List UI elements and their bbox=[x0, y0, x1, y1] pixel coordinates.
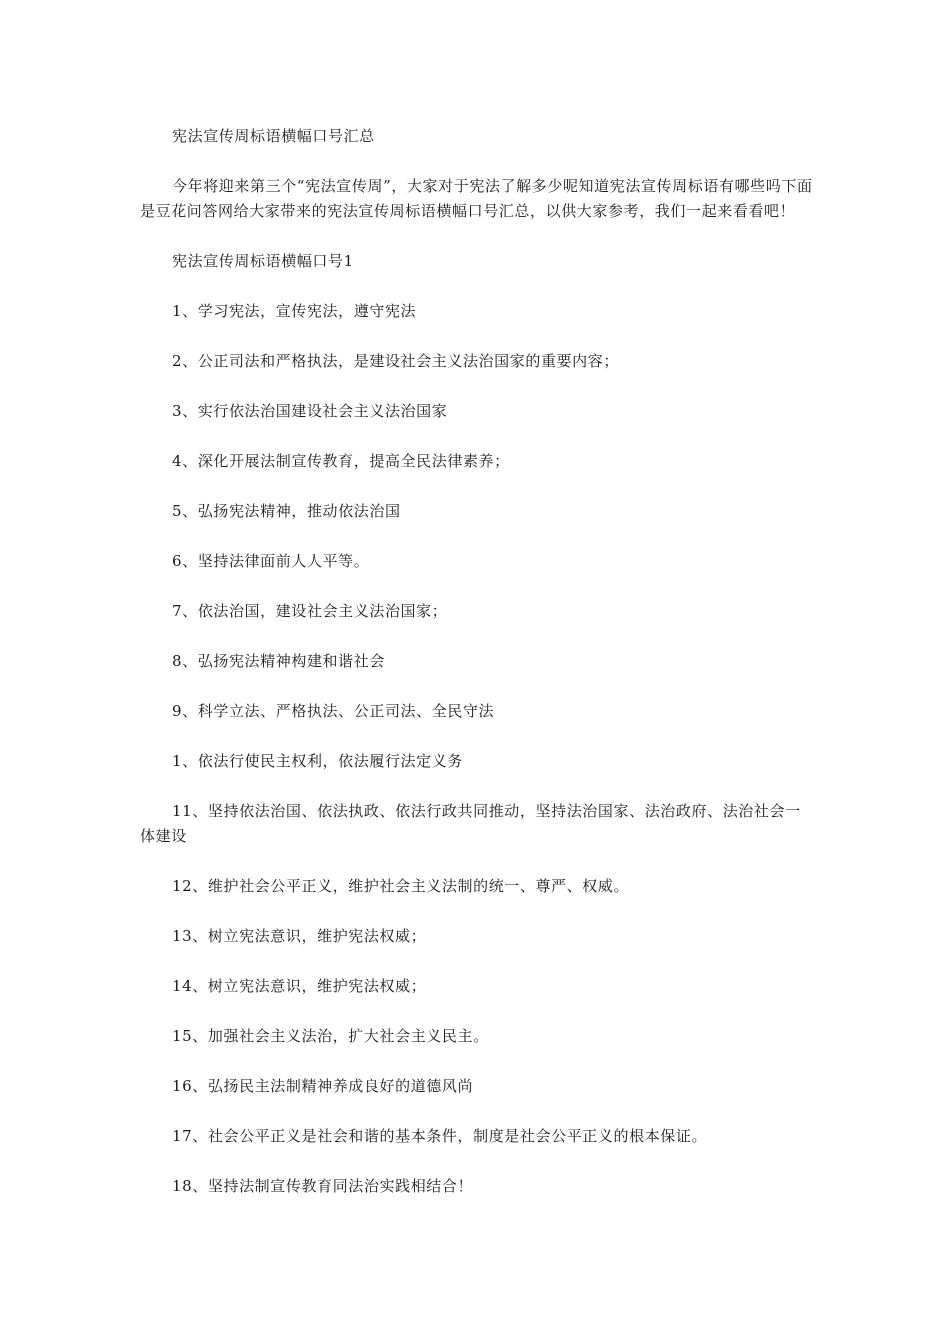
document-body bbox=[140, 124, 815, 1224]
list-item: 15、加强社会主义法治，扩大社会主义民主。 bbox=[172, 1027, 489, 1045]
list-item: 12、维护社会公平正义，维护社会主义法制的统一、尊严、权威。 bbox=[172, 877, 630, 895]
list-item: 1、学习宪法，宣传宪法，遵守宪法 bbox=[172, 302, 417, 320]
list-item: 9、科学立法、严格执法、公正司法、全民守法 bbox=[172, 702, 495, 720]
list-item: 11、坚持依法治国、依法执政、依法行政共同推动，坚持法治国家、法治政府、法治社会一体建设 bbox=[140, 802, 801, 845]
list-item: 5、弘扬宪法精神，推动依法治国 bbox=[172, 502, 401, 520]
list-item: 13、树立宪法意识，维护宪法权威； bbox=[172, 927, 427, 945]
document-title: 宪法宣传周标语横幅口号汇总 bbox=[172, 127, 375, 145]
list-item: 6、坚持法律面前人人平等。 bbox=[172, 552, 370, 570]
list-item: 18、坚持法制宣传教育同法治实践相结合！ bbox=[172, 1177, 474, 1195]
list-item: 4、深化开展法制宣传教育，提高全民法律素养； bbox=[172, 452, 510, 470]
section-heading: 宪法宣传周标语横幅口号1 bbox=[172, 252, 354, 270]
intro-paragraph: 今年将迎来第三个“宪法宣传周”，大家对于宪法了解多少呢知道宪法宣传周标语有哪些吗下面是豆花问答网给大家带来的宪法宣传周标语横幅口号汇总，以供大家参考，我们一起来看看吧！ bbox=[140, 177, 813, 220]
list-item: 17、社会公平正义是社会和谐的基本条件，制度是社会公平正义的根本保证。 bbox=[172, 1127, 708, 1145]
list-item: 14、树立宪法意识，维护宪法权威； bbox=[172, 977, 427, 995]
list-item: 3、实行依法治国建设社会主义法治国家 bbox=[172, 402, 448, 420]
list-item: 16、弘扬民主法制精神养成良好的道德风尚 bbox=[172, 1077, 474, 1095]
list-item: 7、依法治国，建设社会主义法治国家； bbox=[172, 602, 448, 620]
list-item: 8、弘扬宪法精神构建和谐社会 bbox=[172, 652, 385, 670]
list-item: 2、公正司法和严格执法，是建设社会主义法治国家的重要内容； bbox=[172, 352, 619, 370]
list-item: 1、依法行使民主权利，依法履行法定义务 bbox=[172, 752, 463, 770]
